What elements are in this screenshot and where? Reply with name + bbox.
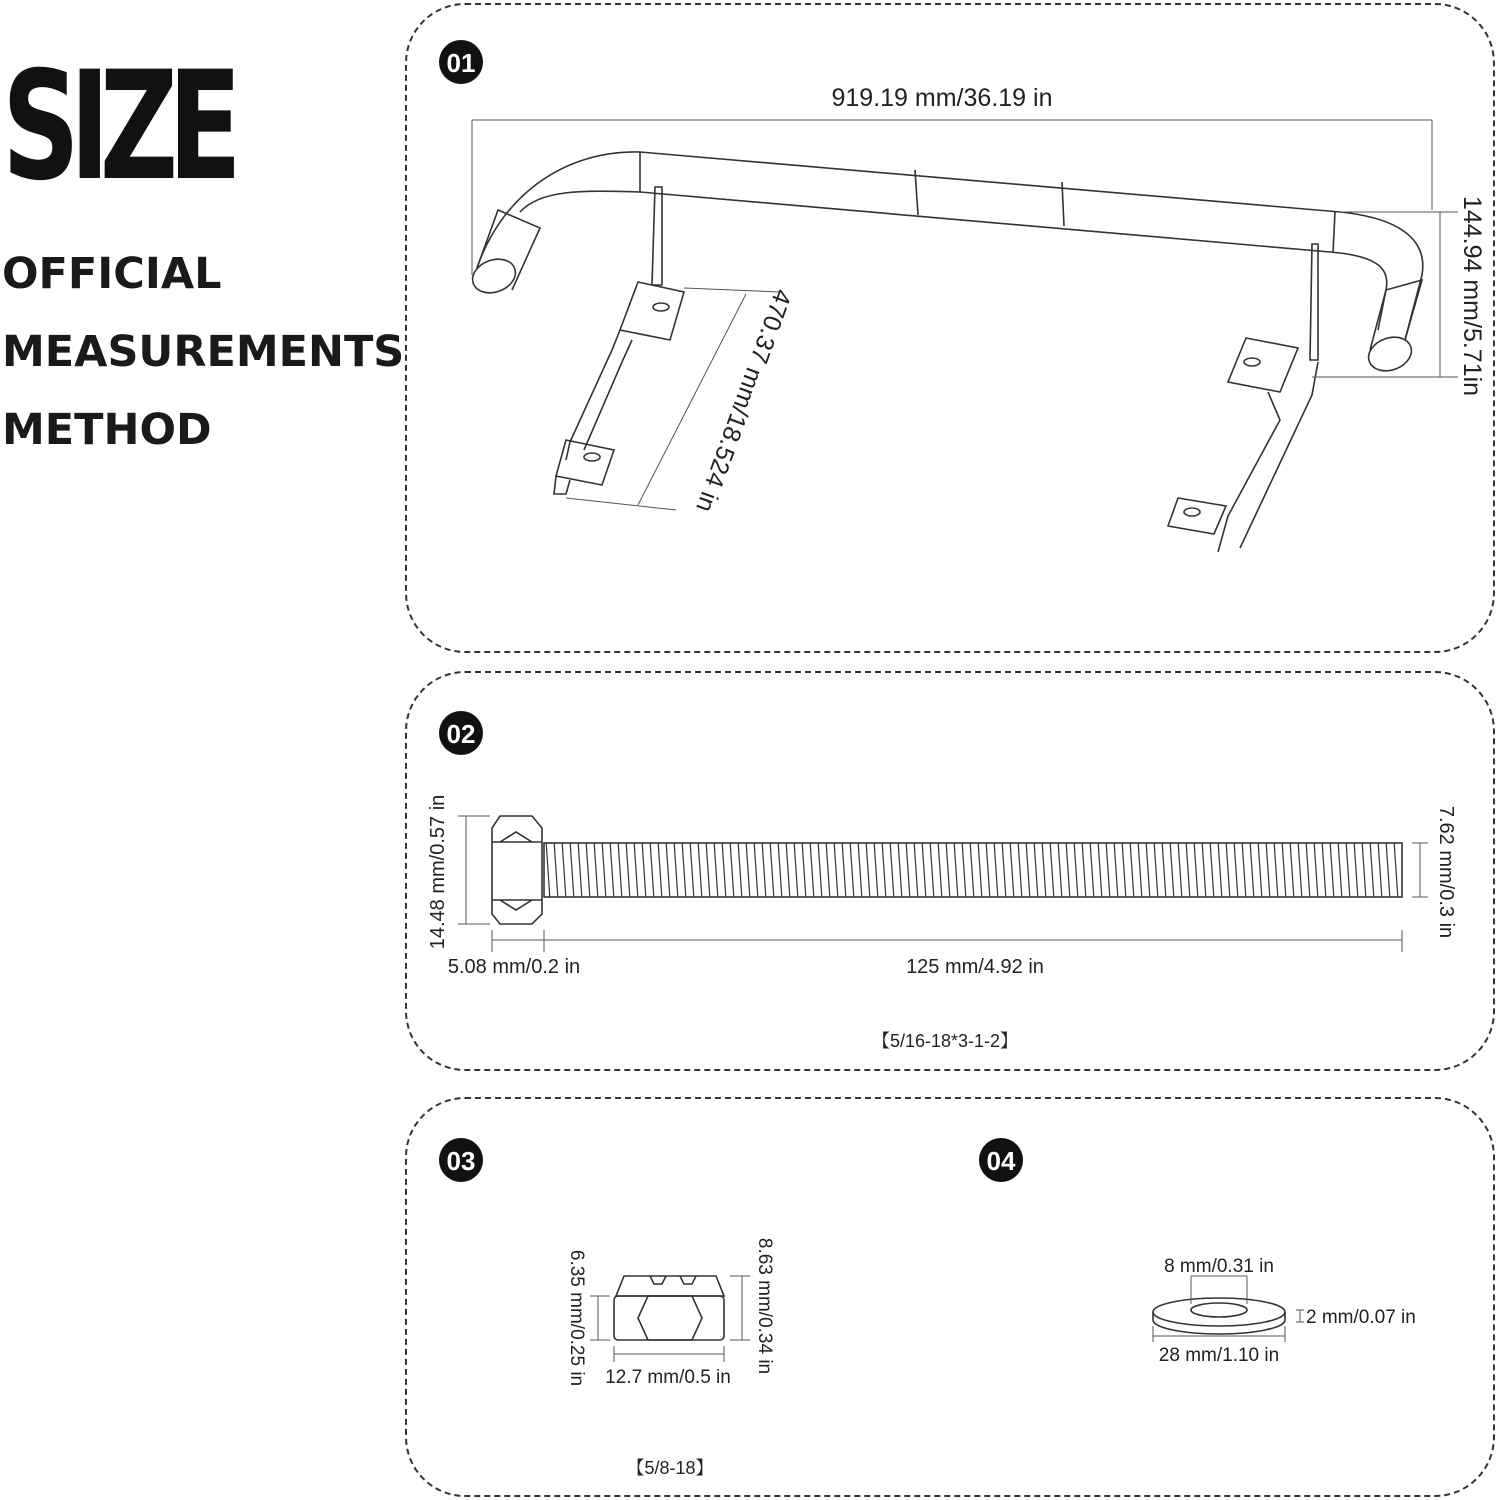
bumper-length-label: 919.19 mm/36.19 in bbox=[831, 84, 1053, 112]
bumper-bar-drawing bbox=[468, 152, 1423, 552]
badge-04 bbox=[979, 1138, 1023, 1182]
washer-outer-label: 28 mm/1.10 in bbox=[1158, 1345, 1280, 1366]
subtitle-line-3: METHOD bbox=[2, 405, 212, 455]
badge-04-label: 04 bbox=[986, 1146, 1016, 1176]
badge-02 bbox=[439, 711, 483, 755]
badge-03 bbox=[439, 1138, 483, 1182]
size-title: SIZE bbox=[2, 40, 232, 214]
badge-02-label: 02 bbox=[446, 719, 476, 749]
bolt-head-height-label: 14.48 mm/0.57 in bbox=[427, 794, 449, 950]
nut-right-height-label: 8.63 mm/0.34 in bbox=[754, 1237, 775, 1375]
nut-width-label: 12.7 mm/0.5 in bbox=[605, 1367, 731, 1388]
subtitle-line-1: OFFICIAL bbox=[2, 249, 222, 299]
bolt-spec-label: 【5/16-18*3-1-2】 bbox=[871, 1031, 1019, 1051]
nut-left-height-label: 6.35 mm/0.25 in bbox=[566, 1249, 587, 1387]
washer-inner-label: 8 mm/0.31 in bbox=[1164, 1256, 1274, 1277]
bolt-diameter-label: 7.62 mm/0.3 in bbox=[1435, 805, 1457, 939]
bolt-length-label: 125 mm/4.92 in bbox=[906, 956, 1044, 978]
washer-drawing bbox=[1153, 1298, 1285, 1334]
washer-thickness-label: 2 mm/0.07 in bbox=[1306, 1307, 1416, 1328]
nut-drawing bbox=[614, 1276, 724, 1340]
bumper-height-label: 144.94 mm/5.71in bbox=[1458, 195, 1486, 397]
subtitle-line-2: MEASUREMENTS bbox=[2, 327, 405, 377]
badge-01-label: 01 bbox=[446, 48, 476, 78]
bolt-head-thickness-label: 5.08 mm/0.2 in bbox=[447, 956, 581, 978]
bolt-drawing bbox=[492, 816, 1402, 924]
bumper-depth-label: 470.37 mm/18.524 in bbox=[690, 285, 797, 516]
washer-dimension-lines bbox=[1153, 1276, 1304, 1342]
badge-03-label: 03 bbox=[446, 1146, 476, 1176]
nut-spec-label: 【5/8-18】 bbox=[626, 1458, 714, 1478]
badge-01 bbox=[439, 40, 483, 84]
